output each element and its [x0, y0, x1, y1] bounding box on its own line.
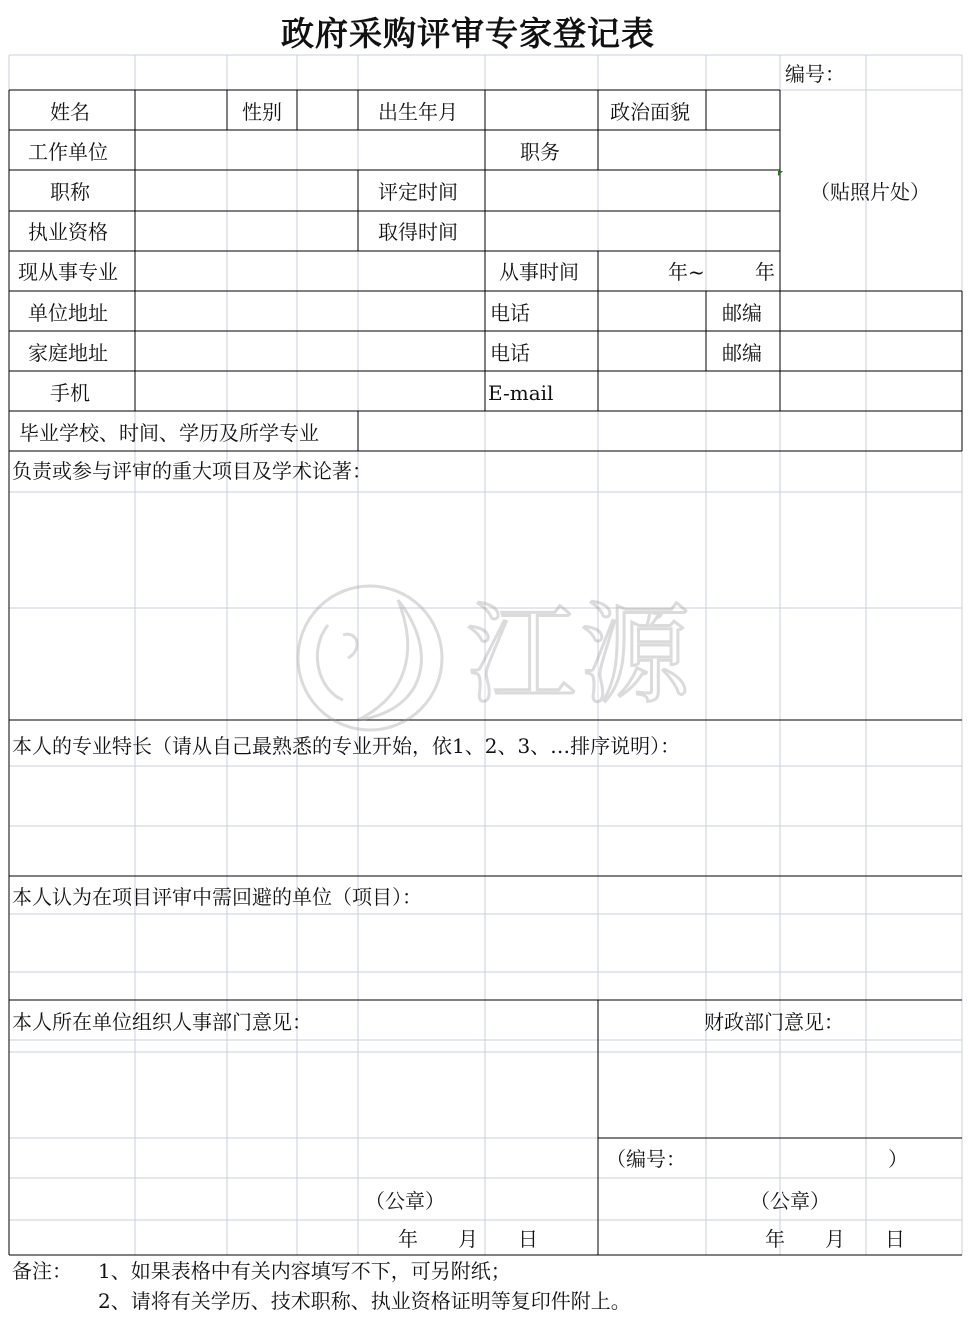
label-political: 政治面貌 [610, 100, 690, 124]
date-right: 年 月 日 [765, 1227, 905, 1251]
seal-left: （公章） [365, 1189, 445, 1213]
notes-label: 备注： [12, 1259, 72, 1283]
label-birth: 出生年月 [378, 100, 458, 124]
section-specialty: 本人的专业特长（请从自己最熟悉的专业开始，依1、2、3、…排序说明）： [12, 734, 681, 758]
label-current-major: 现从事专业 [18, 260, 118, 284]
watermark [288, 580, 698, 740]
label-gender: 性别 [242, 100, 282, 124]
section-finance-opinion: 财政部门意见： [704, 1010, 844, 1034]
section-avoid: 本人认为在项目评审中需回避的单位（项目）： [12, 885, 422, 909]
year-from: 年~ [668, 260, 705, 284]
label-eval-time: 评定时间 [378, 180, 458, 204]
photo-placeholder: （贴照片处） [810, 180, 930, 204]
section-projects: 负责或参与评审的重大项目及学术论著： [12, 459, 372, 483]
label-position: 职务 [520, 140, 560, 164]
label-email: E-mail [488, 381, 554, 405]
label-graduation: 毕业学校、时间、学历及所学专业 [19, 421, 319, 445]
label-postcode-1: 邮编 [722, 301, 762, 325]
label-qualification: 执业资格 [28, 220, 108, 244]
year-to: 年 [755, 260, 775, 284]
label-engage-time: 从事时间 [499, 260, 579, 284]
label-phone-1: 电话 [490, 301, 530, 325]
number-close: ） [888, 1147, 908, 1171]
number-open: （编号： [606, 1147, 686, 1171]
label-work-unit: 工作单位 [28, 140, 108, 164]
form-title: 政府采购评审专家登记表 [281, 14, 655, 53]
note-2: 2、请将有关学历、技术职称、执业资格证明等复印件附上。 [98, 1289, 631, 1313]
label-prof-title: 职称 [50, 180, 90, 204]
label-phone-2: 电话 [490, 341, 530, 365]
serial-label: 编号： [785, 62, 845, 86]
watermark-text: 江源 [466, 591, 694, 719]
section-hr-opinion: 本人所在单位组织人事部门意见： [12, 1010, 312, 1034]
label-unit-address: 单位地址 [28, 301, 108, 325]
label-postcode-2: 邮编 [722, 341, 762, 365]
date-left: 年 月 日 [398, 1227, 538, 1251]
label-obtain-time: 取得时间 [378, 220, 458, 244]
note-1: 1、如果表格中有关内容填写不下，可另附纸； [98, 1259, 511, 1283]
seal-right: （公章） [750, 1189, 830, 1213]
label-mobile: 手机 [50, 381, 90, 405]
label-name: 姓名 [50, 100, 90, 124]
label-home-address: 家庭地址 [28, 341, 108, 365]
